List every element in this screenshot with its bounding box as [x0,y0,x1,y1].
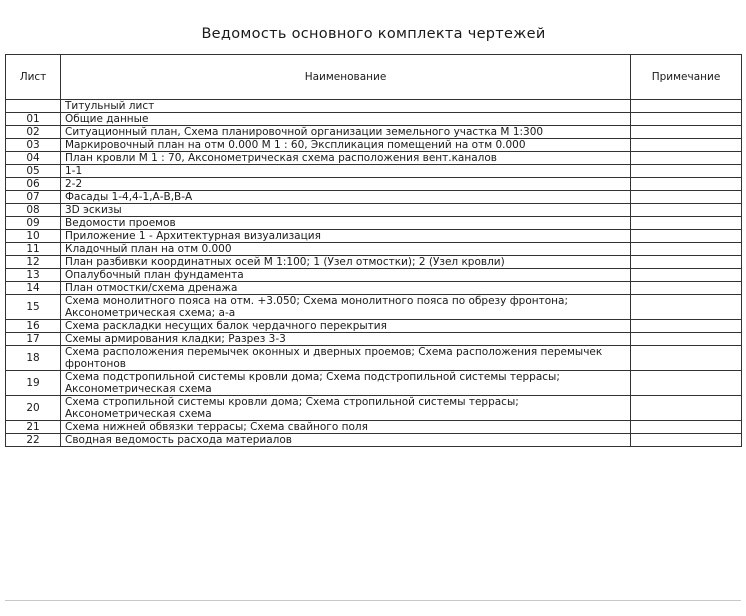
note-cell [631,217,742,230]
note-cell [631,191,742,204]
sheet-number-cell: 22 [6,434,61,447]
sheet-name-cell: Схема нижней обвязки террасы; Схема свайного поля [61,421,631,434]
sheet-name-cell: Маркировочный план на отм 0.000 М 1 : 60, Экспликация помещений на отм 0.000 [61,139,631,152]
table-row [6,320,742,333]
table-row [6,434,742,447]
sheet-number-cell: 21 [6,421,61,434]
sheet-number-cell: 01 [6,113,61,126]
note-cell [631,346,742,371]
table-row [6,371,742,396]
table-row [6,256,742,269]
sheet-number-cell: 17 [6,333,61,346]
sheet-number-cell: 18 [6,346,61,371]
sheet-name-cell: Ведомости проемов [61,217,631,230]
sheet-name-cell: Схема подстропильной системы кровли дома; Схема подстропильной системы террасы; Аксонометрическая схема [61,371,631,396]
note-cell [631,421,742,434]
sheet-number-cell: 07 [6,191,61,204]
sheet-name-cell: 1-1 [61,165,631,178]
note-cell [631,100,742,113]
sheet-number-cell [6,100,61,113]
sheet-name-cell: Фасады 1-4,4-1,А-В,В-А [61,191,631,204]
note-cell [631,152,742,165]
sheet-name-cell: Титульный лист [61,100,631,113]
sheet-name-cell: Приложение 1 - Архитектурная визуализация [61,230,631,243]
column-header-sheet: Лист [6,55,61,100]
note-cell [631,282,742,295]
table-row [6,191,742,204]
sheet-number-cell: 16 [6,320,61,333]
table-row [6,230,742,243]
sheet-number-cell: 12 [6,256,61,269]
table-row [6,295,742,320]
table-row [6,269,742,282]
table-row [6,421,742,434]
note-cell [631,204,742,217]
sheet-name-cell: План отмостки/схема дренажа [61,282,631,295]
note-cell [631,371,742,396]
note-cell [631,139,742,152]
table-row [6,217,742,230]
sheet-number-cell: 09 [6,217,61,230]
sheet-name-cell: Сводная ведомость расхода материалов [61,434,631,447]
sheet-name-cell: 3D эскизы [61,204,631,217]
sheet-name-cell: Кладочный план на отм 0.000 [61,243,631,256]
sheet-number-cell: 04 [6,152,61,165]
note-cell [631,434,742,447]
sheet-number-cell: 19 [6,371,61,396]
note-cell [631,178,742,191]
sheet-number-cell: 20 [6,396,61,421]
sheet-number-cell: 14 [6,282,61,295]
note-cell [631,333,742,346]
sheet-number-cell: 05 [6,165,61,178]
sheet-number-cell: 11 [6,243,61,256]
sheet-number-cell: 02 [6,126,61,139]
sheet-name-cell: Опалубочный план фундамента [61,269,631,282]
sheet-number-cell: 03 [6,139,61,152]
table-row [6,282,742,295]
table-row [6,126,742,139]
sheet-number-cell: 10 [6,230,61,243]
note-cell [631,243,742,256]
note-cell [631,295,742,320]
sheet-name-cell: Схема монолитного пояса на отм. +3.050; Схема монолитного пояса по обрезу фронтона; Аксонометрическая схема; а-а [61,295,631,320]
sheet-bottom-divider [5,600,741,601]
sheet-name-cell: Схемы армирования кладки; Разрез 3-3 [61,333,631,346]
sheet-number-cell: 08 [6,204,61,217]
note-cell [631,256,742,269]
drawing-list-table [5,14,742,447]
note-cell [631,320,742,333]
note-cell [631,396,742,421]
sheet-name-cell: План кровли М 1 : 70, Аксонометрическая схема расположения вент.каналов [61,152,631,165]
sheet-number-cell: 13 [6,269,61,282]
sheet-number-cell: 06 [6,178,61,191]
sheet-name-cell: Схема расположения перемычек оконных и дверных проемов; Схема расположения перемычек фронтонов [61,346,631,371]
table-row [6,152,742,165]
note-cell [631,269,742,282]
table-row [6,178,742,191]
note-cell [631,165,742,178]
sheet-name-cell: Ситуационный план, Схема планировочной организации земельного участка М 1:300 [61,126,631,139]
table-row [6,243,742,256]
sheet-name-cell: 2-2 [61,178,631,191]
sheet-number-cell: 15 [6,295,61,320]
table-row [6,139,742,152]
table-body [6,100,742,447]
note-cell [631,126,742,139]
note-cell [631,230,742,243]
column-header-name: Наименование [61,55,631,100]
table-title: Ведомость основного комплекта чертежей [6,14,742,55]
table-row [6,396,742,421]
sheet-name-cell: Общие данные [61,113,631,126]
table-row [6,204,742,217]
table-row [6,165,742,178]
note-cell [631,113,742,126]
table-row [6,333,742,346]
drawing-list-sheet [5,14,741,447]
sheet-name-cell: План разбивки координатных осей М 1:100; 1 (Узел отмостки); 2 (Узел кровли) [61,256,631,269]
table-row [6,113,742,126]
table-row [6,346,742,371]
sheet-name-cell: Схема стропильной системы кровли дома; Схема стропильной системы террасы; Аксонометрическая схема [61,396,631,421]
sheet-name-cell: Схема раскладки несущих балок чердачного перекрытия [61,320,631,333]
column-header-note: Примечание [631,55,742,100]
table-row [6,100,742,113]
